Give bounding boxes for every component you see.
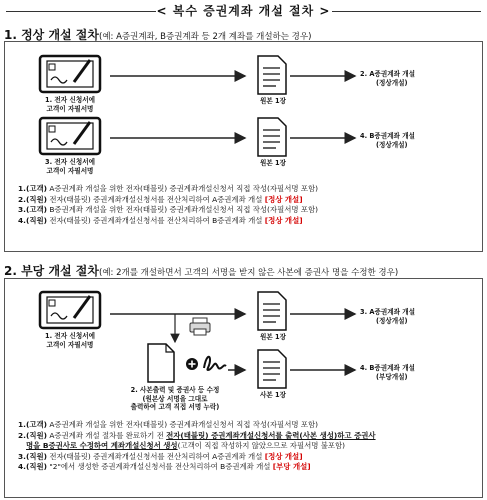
- blank-page-icon: [148, 344, 174, 382]
- label-line: (원본상 서명을 그대로: [142, 394, 208, 403]
- label-line: 1. 전자 신청서에: [45, 96, 95, 104]
- step-actor: (직원): [25, 194, 47, 204]
- step-actor: (직원): [25, 451, 47, 461]
- step-actor: (직원): [25, 215, 47, 225]
- list-item: [18, 216, 318, 227]
- step-text: A증권계좌 개설을 위한 전자(태블릿) 증권계좌개설신청서 직접 작성(자필서명 포함): [47, 420, 318, 429]
- list-item: [18, 441, 376, 452]
- result-b-label: [360, 132, 470, 149]
- label-line: 3. 전자 신청서에: [45, 158, 95, 166]
- step-text: 전자(태블릿) 증권계좌개설신청서를 전산처리하여 A증권계좌 개설: [47, 451, 265, 461]
- step-number: 3.: [18, 205, 26, 215]
- printer-icon: [190, 318, 210, 335]
- list-item: [18, 184, 318, 195]
- list-item: [18, 462, 376, 473]
- step3-label: [30, 158, 110, 175]
- page-title: < 복수 증권계좌 개설 절차 >: [156, 4, 331, 18]
- plus-icon: [186, 358, 198, 370]
- step-actor: (직원): [25, 430, 47, 440]
- label-line: (정상개설): [376, 316, 408, 325]
- status-tag: [정상 개설]: [264, 194, 303, 204]
- step-actor: (직원): [25, 462, 47, 472]
- original-label: 원본 1장: [260, 97, 286, 105]
- label-line: (정상개설): [376, 78, 408, 87]
- step-highlight: 명을 B증권사로 수정하여 계좌개설신청서 생성: [26, 441, 178, 451]
- result-a-label: [360, 70, 470, 87]
- label-line: 2. A증권계좌 개설: [360, 70, 416, 78]
- label-line: 4. B증권계좌 개설: [360, 132, 415, 140]
- status-tag: [정상 개설]: [264, 215, 303, 225]
- label-line: 출력하여 고객 직접 서명 누락): [130, 403, 220, 411]
- step-number: 4.: [18, 215, 26, 225]
- step-text: (고객이 직접 작성하지 않았으므로 자필서명 불포함): [177, 441, 346, 451]
- label-line: 3. A증권계좌 개설: [360, 308, 416, 316]
- step-text: A증권계좌 개설 절차를 완료하기 전: [47, 430, 167, 440]
- section2-steps: [18, 420, 376, 473]
- step1-label: [30, 332, 110, 349]
- status-tag: [부당 개설]: [272, 462, 311, 472]
- step-actor: (고객): [25, 205, 47, 215]
- list-item: [18, 195, 318, 206]
- document-icon: [258, 118, 286, 156]
- step-highlight: 전자(태블릿) 증권계좌개설신청서를 출력(사본 생성)하고 증권사: [166, 430, 376, 440]
- step-text: 전자(태블릿) 증권계좌개설신청서를 전산처리하여 B증권계좌 개설: [47, 215, 265, 225]
- label-line: 4. B증권계좌 개설: [360, 364, 415, 372]
- signature-icon: [204, 357, 226, 370]
- label-line: 고객이 자필서명: [46, 104, 94, 113]
- list-item: [18, 431, 376, 442]
- step-number: 1.: [18, 184, 26, 193]
- step-number: 2.: [18, 194, 26, 204]
- section1-subtitle: (예: A증권계좌, B증권계좌 등 2개 계좌를 개설하는 경우): [99, 32, 312, 42]
- original-label: 원본 1장: [260, 159, 286, 167]
- original-label: 원본 1장: [260, 333, 286, 341]
- tablet-icon: [40, 56, 100, 92]
- document-icon: [258, 56, 286, 94]
- section2-subtitle: (예: 2개를 개설하면서 고객의 서명을 받지 않은 사본에 증권사 명을 수정한 경우): [99, 268, 399, 278]
- document-icon: [258, 350, 286, 388]
- label-line: 고객이 자필서명: [46, 166, 94, 175]
- section1-title: 1. 정상 개설 절차: [4, 28, 99, 42]
- document-icon: [258, 292, 286, 330]
- list-item: [18, 205, 318, 216]
- step-text: "2"에서 생성한 증권계좌개설신청서를 전산처리하여 B증권계좌 개설: [47, 462, 273, 472]
- status-tag: [정상 개설]: [264, 451, 303, 461]
- step-text: B증권계좌 개설을 위한 전자(태블릿) 증권계좌개설신청서 직접 작성(자필서명 포함): [47, 205, 318, 215]
- step-text: 전자(태블릿) 증권계좌개설신청서를 전산처리하여 A증권계좌 개설: [47, 194, 265, 204]
- label-line: (정상개설): [376, 140, 408, 149]
- copy-label: 사본 1장: [260, 391, 286, 399]
- label-line: 고객이 자필서명: [46, 340, 94, 349]
- label-line: (부당개설): [376, 372, 408, 381]
- step-number: 1.: [18, 420, 26, 429]
- label-line: 1. 전자 신청서에: [45, 332, 95, 340]
- list-item: [18, 420, 376, 431]
- section2-title: 2. 부당 개설 절차: [4, 264, 99, 278]
- result-a-label: [360, 308, 470, 325]
- result-b-label: [360, 364, 470, 381]
- label-line: 2. 사본출력 및 증권사 등 수정: [130, 386, 220, 394]
- tablet-icon: [40, 292, 100, 328]
- step-actor: (고객): [25, 184, 47, 193]
- step-number: 2.: [18, 430, 26, 440]
- step-text: A증권계좌 개설을 위한 전자(태블릿) 증권계좌개설신청서 직접 작성(자필서명 포함): [47, 184, 318, 193]
- tablet-icon: [40, 118, 100, 154]
- list-item: [18, 452, 376, 463]
- section1-steps: [18, 184, 318, 226]
- step-actor: (고객): [25, 420, 47, 429]
- copy-step-label: [110, 386, 240, 412]
- step-number: 3.: [18, 451, 26, 461]
- step1-label: [30, 96, 110, 113]
- step-number: 4.: [18, 462, 26, 472]
